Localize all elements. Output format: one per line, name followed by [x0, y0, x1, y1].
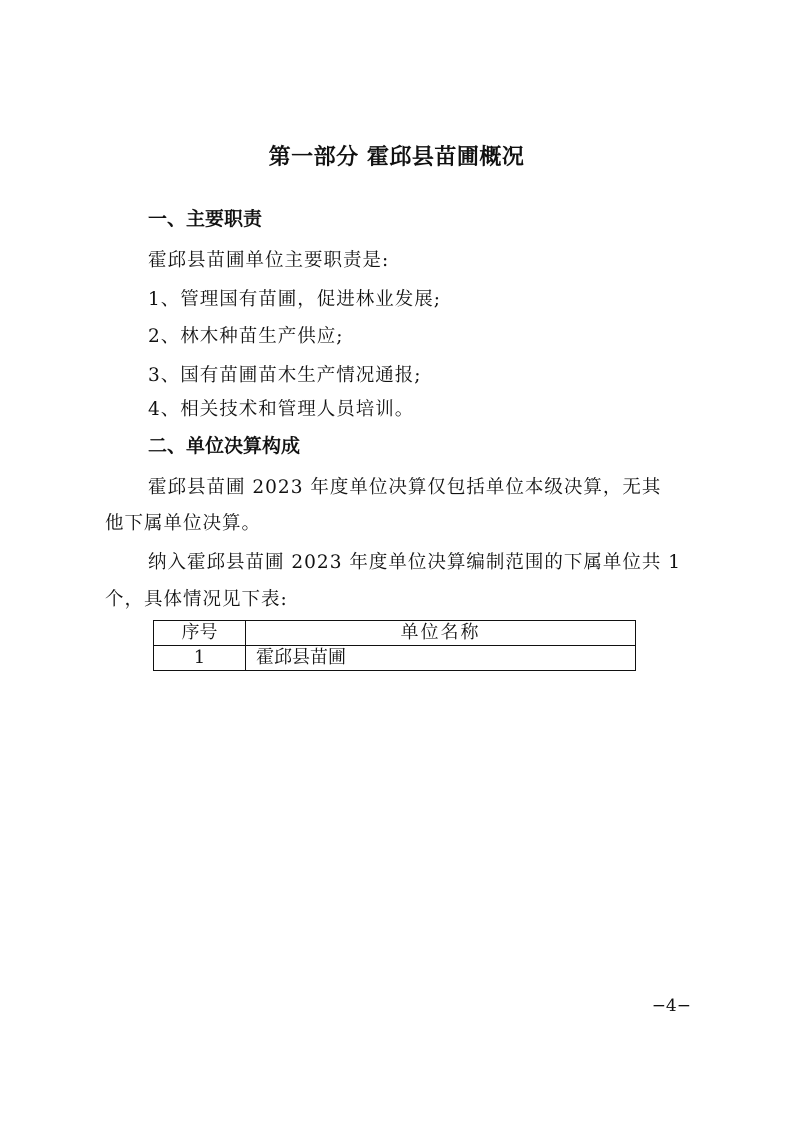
- table-header-serial: 序号: [154, 621, 246, 646]
- duty-item-2: 2、林木种苗生产供应;: [148, 326, 344, 347]
- duty-item-3: 3、国有苗圃苗木生产情况通报;: [148, 365, 422, 386]
- unit-table: [153, 620, 636, 671]
- composition-paragraph-2-line-2: 个，具体情况见下表:: [105, 589, 288, 610]
- duty-item-1: 1、管理国有苗圃，促进林业发展;: [148, 289, 442, 310]
- section-heading-main-duties: 一、主要职责: [148, 208, 263, 230]
- page-title: 第一部分 霍邱县苗圃概况: [268, 145, 525, 170]
- duty-item-4: 4、相关技术和管理人员培训。: [148, 399, 415, 420]
- table-row: [154, 646, 636, 671]
- composition-paragraph-1-line-1: 霍邱县苗圃 2023 年度单位决算仅包括单位本级决算，无其: [148, 477, 662, 498]
- section-heading-budget-composition: 二、单位决算构成: [148, 435, 301, 457]
- duties-intro: 霍邱县苗圃单位主要职责是:: [148, 250, 390, 271]
- table-cell-serial: 1: [154, 646, 246, 671]
- composition-paragraph-1-line-2: 他下属单位决算。: [105, 513, 262, 534]
- page-number: −4−: [651, 996, 691, 1016]
- composition-paragraph-2-line-1: 纳入霍邱县苗圃 2023 年度单位决算编制范围的下属单位共 1: [148, 552, 681, 573]
- table-header-unit-name: 单位名称: [246, 621, 636, 646]
- table-cell-unit-name: 霍邱县苗圃: [246, 646, 636, 671]
- table-header-row: [154, 621, 636, 646]
